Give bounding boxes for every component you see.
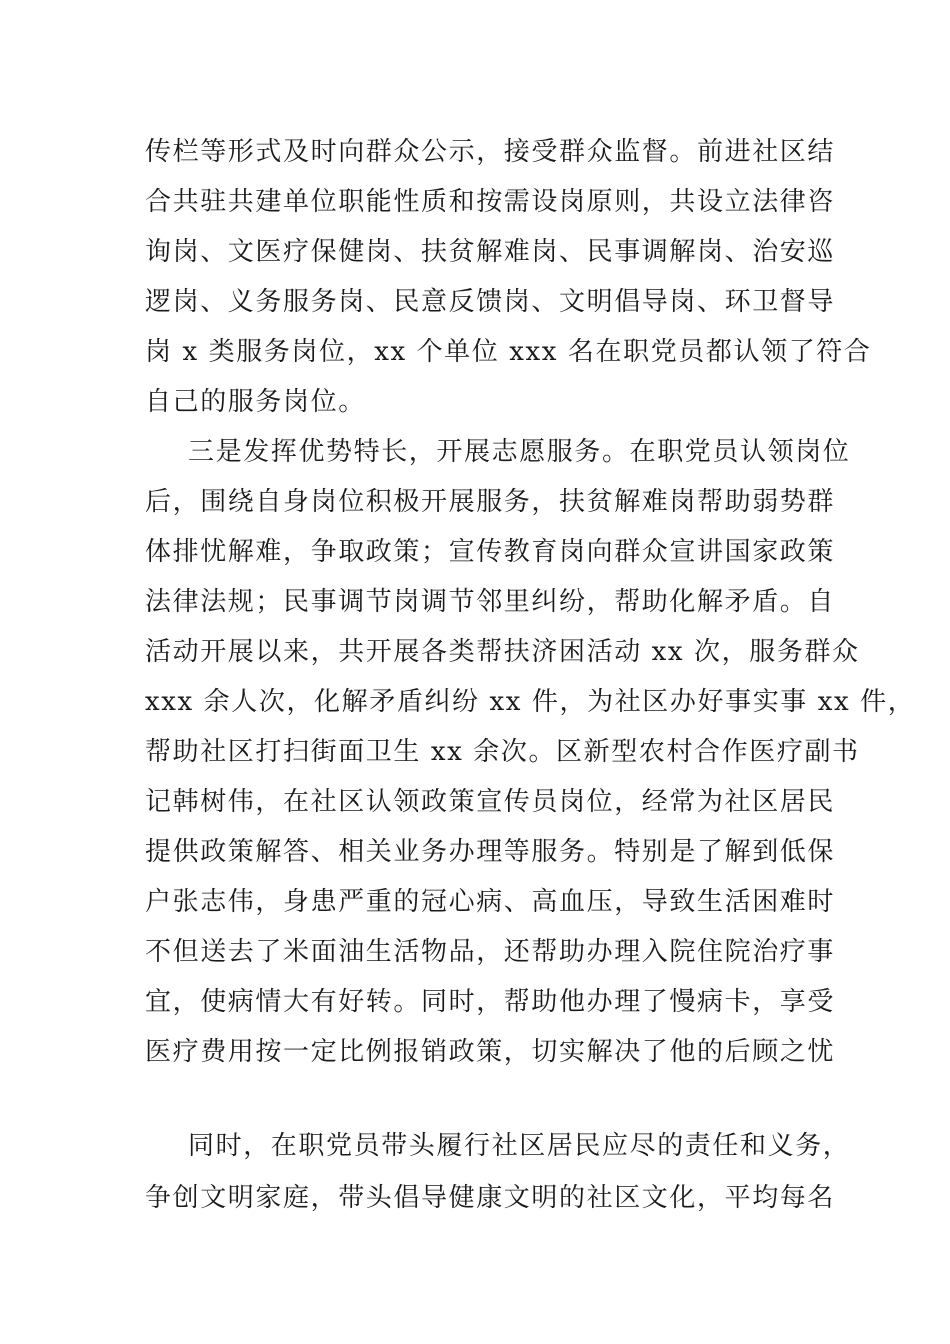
text-line: 自己的服务岗位。	[145, 387, 366, 417]
text-line: 宜，使病情大有好转。同时，帮助他办理了慢病卡，享受	[145, 987, 836, 1017]
paragraph-first-line: 同时，在职党员带头履行社区居民应尽的责任和义务，	[188, 1131, 851, 1161]
text-line: 传栏等形式及时向群众公示，接受群众监督。前进社区结	[145, 137, 836, 167]
paragraph-first-line: 三是发挥优势特长，开展志愿服务。在职党员认领岗位	[188, 437, 851, 467]
text-line: 活动开展以来，共开展各类帮扶济困活动 xx 次，服务群众	[145, 637, 860, 667]
text-line: 记韩树伟，在社区认领政策宣传员岗位，经常为社区居民	[145, 787, 836, 817]
text-line: 帮助社区打扫街面卫生 xx 余次。区新型农村合作医疗副书	[145, 737, 860, 767]
text-line: 合共驻共建单位职能性质和按需设岗原则，共设立法律咨	[145, 187, 836, 217]
text-line: 后，围绕自身岗位积极开展服务，扶贫解难岗帮助弱势群	[145, 487, 836, 517]
text-line: 户张志伟，身患严重的冠心病、高血压，导致生活困难时	[145, 887, 836, 917]
text-line: 询岗、文医疗保健岗、扶贫解难岗、民事调解岗、治安巡	[145, 237, 836, 267]
text-line: xxx 余人次，化解矛盾纠纷 xx 件，为社区办好事实事 xx 件，	[145, 687, 916, 717]
text-line: 提供政策解答、相关业务办理等服务。特别是了解到低保	[145, 837, 836, 867]
text-line: 不但送去了米面油生活物品，还帮助办理入院住院治疗事	[145, 937, 836, 967]
text-line: 体排忧解难，争取政策；宣传教育岗向群众宣讲国家政策	[145, 537, 836, 567]
text-line: 逻岗、义务服务岗、民意反馈岗、文明倡导岗、环卫督导	[145, 287, 836, 317]
text-line: 争创文明家庭，带头倡导健康文明的社区文化，平均每名	[145, 1183, 836, 1213]
text-line: 岗 x 类服务岗位，xx 个单位 xxx 名在职党员都认领了符合	[145, 337, 872, 367]
text-line: 法律法规；民事调节岗调节邻里纠纷，帮助化解矛盾。自	[145, 587, 836, 617]
text-line: 医疗费用按一定比例报销政策，切实解决了他的后顾之忧	[145, 1037, 836, 1067]
